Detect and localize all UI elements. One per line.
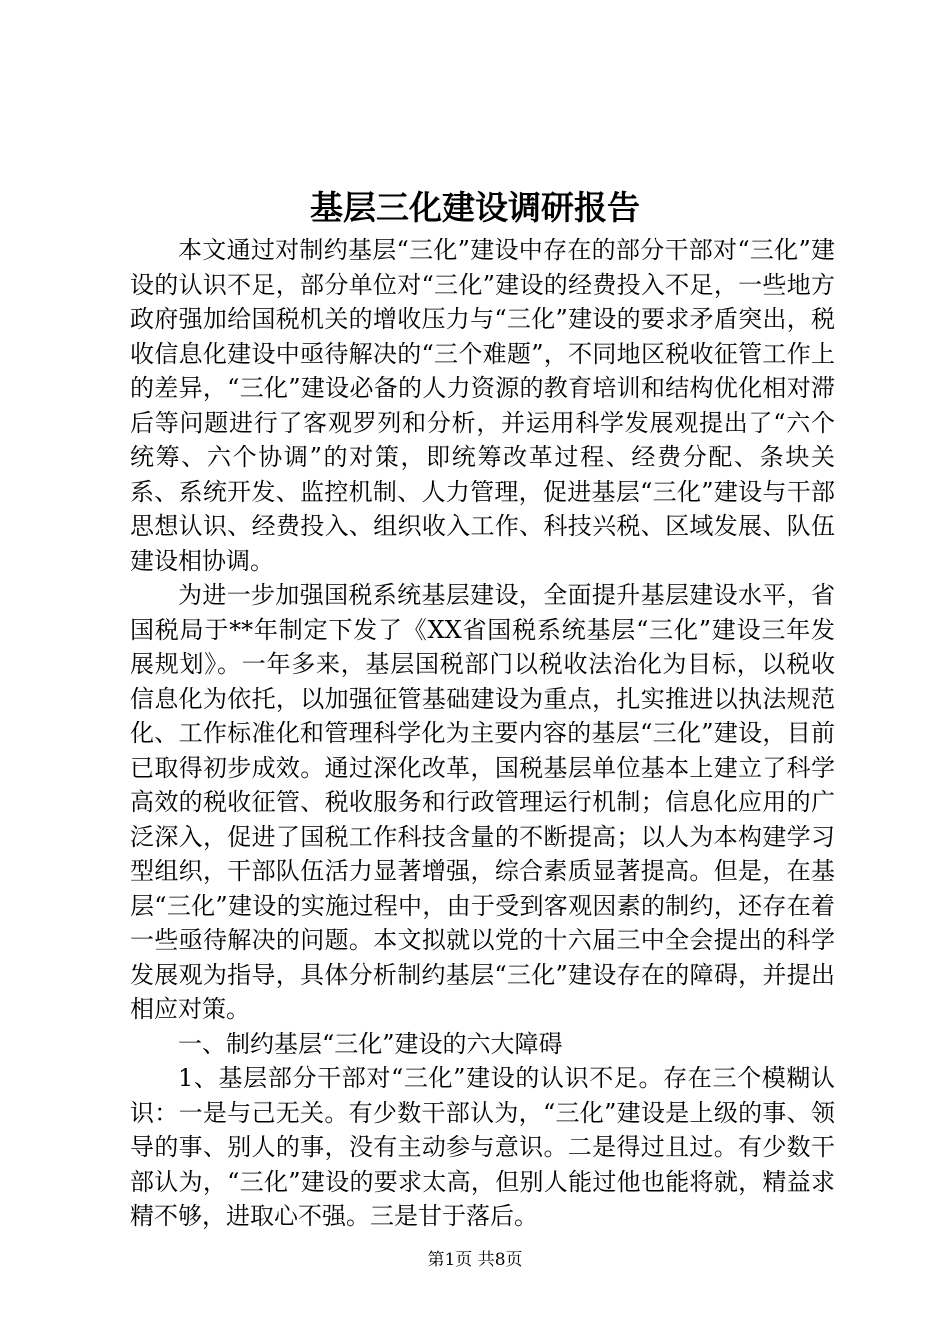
document-body bbox=[130, 233, 835, 1234]
section-heading: 一、制约基层“三化”建设的六大障碍 bbox=[178, 1029, 563, 1058]
paragraph-abstract: 本文通过对制约基层“三化”建设中存在的部分干部对“三化”建设的认识不足，部分单位对“三化”建设的经费投入不足，一些地方政府强加给国税机关的增收压力与“三化”建设的要求矛盾突出，税收信息化建设中亟待解决的“三个难题”，不同地区税收征管工作上的差异，“三化”建设必备的人力资源的教育培训和结构优化相对滞后等问题进行了客观罗列和分析，并运用科学发展观提出了“六个统筹、六个协调”的对策，即统筹改革过程、经费分配、条块关系、系统开发、监控机制、人力管理，促进基层“三化”建设与干部思想认识、经费投入、组织收入工作、科技兴税、区域发展、队伍建设相协调。 bbox=[130, 236, 835, 575]
document-title: 基层三化建设调研报告 bbox=[310, 188, 640, 227]
paragraph-obstacle-1: 1、基层部分干部对“三化”建设的认识不足。存在三个模糊认识：一是与己无关。有少数干部认为，“三化”建设是上级的事、领导的事、别人的事，没有主动参与意识。二是得过且过。有少数干部认为，“三化”建设的要求太高，但别人能过他也能将就，精益求精不够，进取心不强。三是甘于落后。 bbox=[130, 1064, 835, 1230]
paragraph-introduction: 为进一步加强国税系统基层建设，全面提升基层建设水平，省国税局于**年制定下发了《XX省国税系统基层“三化”建设三年发展规划》。一年多来，基层国税部门以税收法治化为目标，以税收信息化为依托，以加强征管基础建设为重点，扎实推进以执法规范化、工作标准化和管理科学化为主要内容的基层“三化”建设，目前已取得初步成效。通过深化改革，国税基层单位基本上建立了科学高效的税收征管、税收服务和行政管理运行机制；信息化应用的广泛深入，促进了国税工作科技含量的不断提高；以人为本构建学习型组织，干部队伍活力显著增强，综合素质显著提高。但是，在基层“三化”建设的实施过程中，由于受到客观因素的制约，还存在着一些亟待解决的问题。本文拟就以党的十六届三中全会提出的科学发展观为指导，具体分析制约基层“三化”建设存在的障碍，并提出相应对策。 bbox=[130, 581, 835, 1023]
page-number-footer: 第1页 共8页 bbox=[427, 1250, 523, 1270]
